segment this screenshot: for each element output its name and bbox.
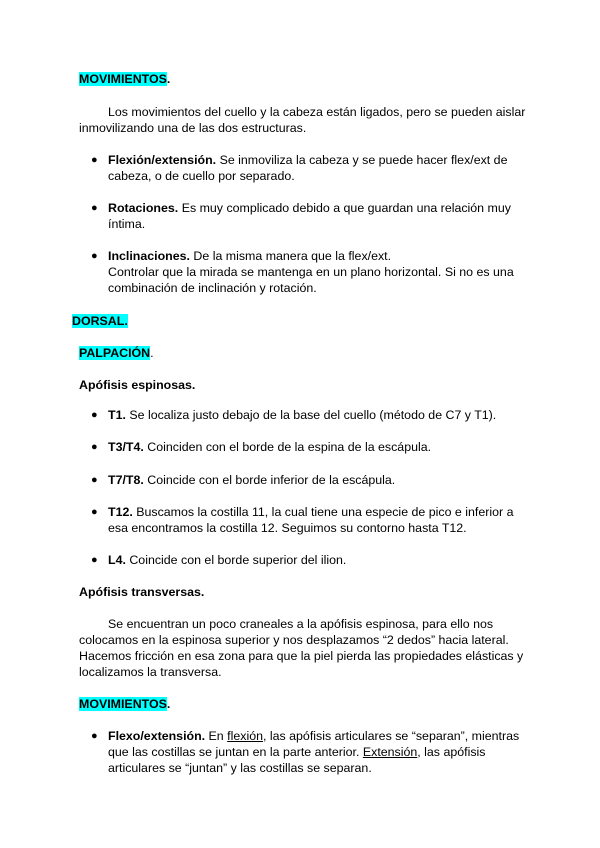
list-item-line: esa encontramos la costilla 12. Seguimos su contorno hasta T12. (108, 521, 467, 535)
list-item: Flexión/extensión. Se inmoviliza la cabeza y se puede hacer flex/ext de (108, 153, 508, 167)
paragraph-line: localizamos la transversa. (79, 665, 222, 679)
list-item-line: cabeza, o de cuello por separado. (108, 169, 295, 183)
list-item-line: que las costillas se juntan en la parte anterior. Extensión, las apófisis (108, 745, 486, 759)
section-heading-dorsal: DORSAL. (72, 314, 128, 328)
list-item: L4. Coincide con el borde superior del ilion. (108, 553, 347, 567)
highlight-text: MOVIMIENTOS (79, 72, 167, 86)
list-item-line: articulares se “juntan” y las costillas se separan. (108, 761, 372, 775)
section-heading-movimientos-2: MOVIMIENTOS. (79, 697, 171, 711)
paragraph-line: Se encuentran un poco craneales a la apófisis espinosa, para ello nos (108, 617, 494, 631)
bullet-icon: ● (91, 474, 98, 486)
list-item: Rotaciones. Es muy complicado debido a que guardan una relación muy (108, 201, 511, 215)
list-item: Flexo/extensión. En flexión, las apófisis articulares se “separan”, mientras (108, 729, 520, 743)
subheading-transversas: Apófisis transversas. (79, 585, 205, 599)
paragraph-line: inmovilizando una de las dos estructuras. (79, 121, 307, 135)
subheading-espinosas: Apófisis espinosas. (79, 378, 196, 392)
bullet-icon: ● (91, 730, 98, 742)
section-heading-movimientos: MOVIMIENTOS. (79, 72, 171, 86)
list-item-line: íntima. (108, 217, 146, 231)
section-heading-palpacion: PALPACIÓN. (79, 346, 154, 360)
list-item: T3/T4. Coinciden con el borde de la espina de la escápula. (108, 440, 432, 454)
list-item: Inclinaciones. De la misma manera que la flex/ext. (108, 249, 392, 263)
bullet-icon: ● (91, 554, 98, 566)
paragraph-line: colocamos en la espinosa superior y nos desplazamos “2 dedos” hacia lateral. (79, 633, 509, 647)
bullet-icon: ● (91, 250, 98, 262)
bullet-icon: ● (91, 506, 98, 518)
list-item-line: combinación de inclinación y rotación. (108, 281, 317, 295)
list-item-line: Controlar que la mirada se mantenga en un plano horizontal. Si no es una (108, 265, 514, 279)
bullet-icon: ● (91, 441, 98, 453)
bullet-icon: ● (91, 202, 98, 214)
paragraph-line: Hacemos fricción en esa zona para que la piel pierda las propiedades elásticas y (79, 649, 524, 663)
bullet-icon: ● (91, 154, 98, 166)
paragraph-line: Los movimientos del cuello y la cabeza están ligados, pero se pueden aislar (108, 105, 526, 119)
list-item: T7/T8. Coincide con el borde inferior de la escápula. (108, 473, 396, 487)
list-item: T1. Se localiza justo debajo de la base del cuello (método de C7 y T1). (108, 408, 497, 422)
list-item: T12. Buscamos la costilla 11, la cual tiene una especie de pico e inferior a (108, 505, 514, 519)
bullet-icon: ● (91, 409, 98, 421)
